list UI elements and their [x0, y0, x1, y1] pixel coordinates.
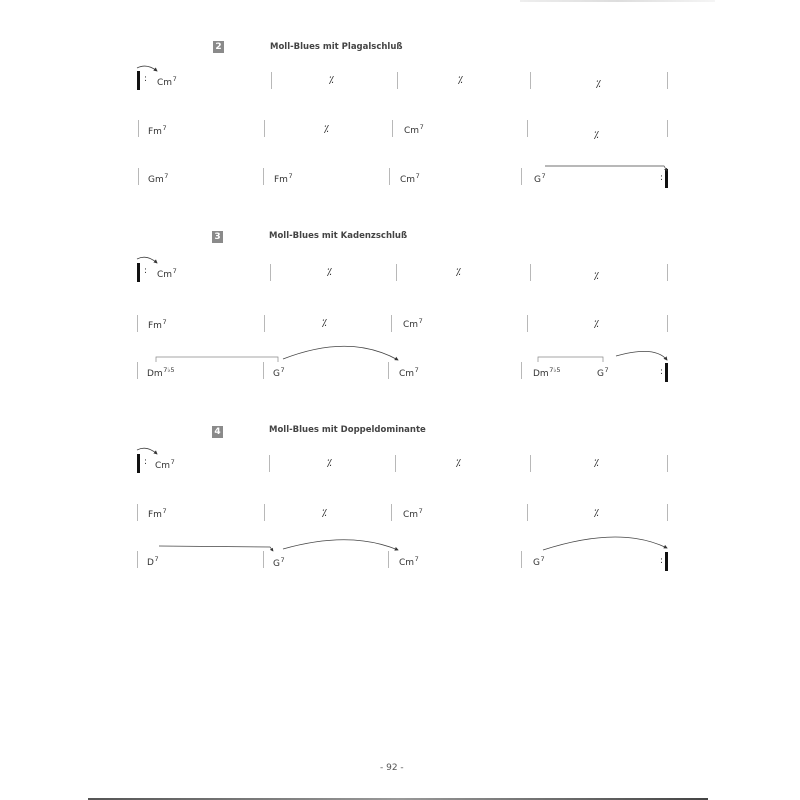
- repeat-dots: :: [144, 457, 148, 467]
- chord-symbol: $Dm^{7♭5}$: [147, 366, 175, 379]
- repeat-dots: :: [144, 74, 148, 84]
- simile-mark: ⁒: [322, 508, 327, 519]
- barline: [667, 455, 668, 472]
- repeat-end-barline: [665, 363, 668, 382]
- barline: [264, 315, 265, 332]
- repeat-dots: :: [144, 266, 148, 276]
- barline: [137, 504, 138, 521]
- barline: [521, 168, 522, 185]
- chord-symbol: Cm$^7$: [155, 458, 175, 471]
- barline: [396, 264, 397, 281]
- simile-mark: ⁒: [327, 267, 332, 278]
- barline: [137, 362, 138, 379]
- repeat-end-barline: [665, 552, 668, 571]
- simile-mark: ⁒: [458, 75, 463, 86]
- chord-symbol: Cm$^7$: [399, 366, 419, 379]
- barline: [530, 455, 531, 472]
- chord-symbol: Cm$^7$: [403, 507, 423, 520]
- barline: [263, 362, 264, 379]
- chord-symbol: $G^7$: [273, 556, 285, 569]
- section-title: Moll-Blues mit Plagalschluß: [270, 42, 403, 52]
- section-number: 3: [212, 231, 223, 243]
- simile-mark: ⁒: [594, 271, 599, 282]
- barline: [270, 264, 271, 281]
- chord-symbol: Fm$^7$: [148, 124, 167, 137]
- chord-symbol: Cm$^7$: [157, 75, 177, 88]
- barline: [138, 168, 139, 185]
- chord-symbol: Cm$^7$: [403, 317, 423, 330]
- chord-symbol: Cm$^7$: [400, 172, 420, 185]
- repeat-dots: :: [660, 173, 664, 183]
- simile-mark: ⁒: [456, 267, 461, 278]
- barline: [530, 264, 531, 281]
- barline: [271, 72, 272, 89]
- chord-symbol: $G^7$: [273, 366, 285, 379]
- simile-mark: ⁒: [327, 458, 332, 469]
- simile-mark: ⁒: [594, 319, 599, 330]
- simile-mark: ⁒: [594, 130, 599, 141]
- simile-mark: ⁒: [594, 458, 599, 469]
- barline: [527, 315, 528, 332]
- barline: [395, 455, 396, 472]
- barline: [530, 72, 531, 89]
- section-title: Moll-Blues mit Kadenzschluß: [269, 231, 408, 241]
- barline: [527, 120, 528, 137]
- section-title: Moll-Blues mit Doppeldominante: [269, 425, 426, 435]
- barline: [269, 455, 270, 472]
- chord-symbol: Cm$^7$: [404, 123, 424, 136]
- barline: [392, 120, 393, 137]
- barline: [264, 504, 265, 521]
- barline: [137, 315, 138, 332]
- chord-symbol: Gm$^7$: [148, 172, 169, 185]
- barline: [263, 168, 264, 185]
- barline: [391, 504, 392, 521]
- simile-mark: ⁒: [594, 508, 599, 519]
- barline: [667, 120, 668, 137]
- chord-symbol: Fm$^7$: [148, 318, 167, 331]
- simile-mark: ⁒: [456, 458, 461, 469]
- chord-symbol: $G^7$: [534, 172, 546, 185]
- page-number: - 92 -: [380, 763, 404, 773]
- page-top-edge: [520, 0, 715, 2]
- chord-symbol: $G^7$: [597, 366, 609, 379]
- repeat-end-barline: [665, 169, 668, 188]
- barline: [527, 504, 528, 521]
- barline: [391, 315, 392, 332]
- repeat-dots: :: [660, 556, 664, 566]
- barline: [137, 551, 138, 568]
- repeat-start-barline: [137, 454, 140, 473]
- simile-mark: ⁒: [322, 318, 327, 329]
- simile-mark: ⁒: [324, 124, 329, 135]
- barline: [667, 315, 668, 332]
- repeat-start-barline: [137, 71, 140, 90]
- barline: [389, 168, 390, 185]
- barline: [397, 72, 398, 89]
- simile-mark: ⁒: [596, 79, 601, 90]
- barline: [521, 362, 522, 379]
- chord-symbol: Fm$^7$: [148, 507, 167, 520]
- chord-symbol: Cm$^7$: [157, 267, 177, 280]
- barline: [388, 551, 389, 568]
- barline: [263, 551, 264, 568]
- section-number: 4: [212, 426, 223, 438]
- barline: [667, 72, 668, 89]
- chord-symbol: Cm$^7$: [399, 555, 419, 568]
- barline: [667, 264, 668, 281]
- barline: [264, 120, 265, 137]
- repeat-dots: :: [660, 367, 664, 377]
- simile-mark: ⁒: [329, 75, 334, 86]
- barline: [388, 362, 389, 379]
- repeat-start-barline: [137, 263, 140, 282]
- barline: [138, 120, 139, 137]
- section-number: 2: [213, 41, 224, 53]
- chord-symbol: $G^7$: [533, 555, 545, 568]
- chord-symbol: Fm$^7$: [274, 172, 293, 185]
- barline: [667, 504, 668, 521]
- chord-symbol: $Dm^{7♭5}$: [533, 366, 561, 379]
- chord-symbol: $D^7$: [147, 555, 159, 568]
- barline: [521, 551, 522, 568]
